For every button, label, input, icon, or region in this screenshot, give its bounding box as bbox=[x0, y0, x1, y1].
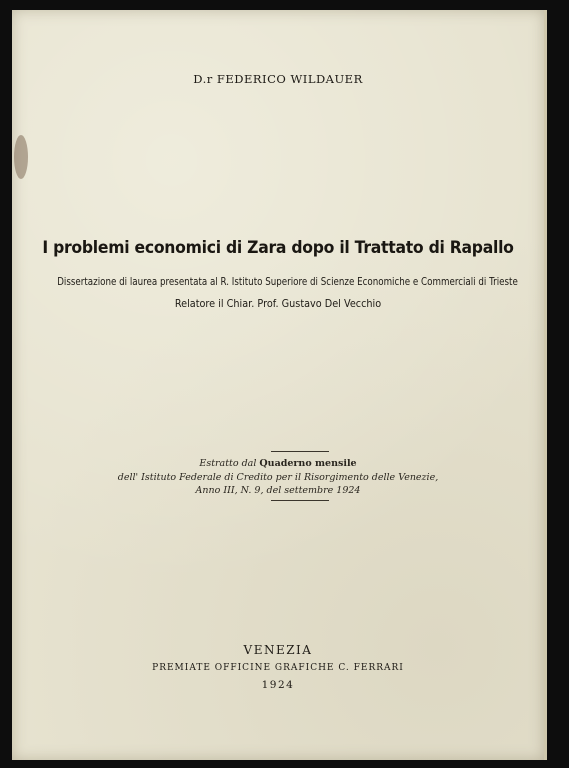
thesis-advisor: Relatore il Chiar. Prof. Gustavo Del Vecchio bbox=[174, 297, 382, 310]
extract-line-3: Anno III, N. 9, del settembre 1924 bbox=[195, 485, 361, 496]
divider-bottom bbox=[271, 500, 329, 501]
extract-line-1 bbox=[12, 458, 544, 469]
journal-name: Quaderno mensile bbox=[259, 458, 357, 469]
author-name: D.r FEDERICO WILDAUER bbox=[193, 72, 363, 86]
book-cover bbox=[12, 10, 547, 760]
book-title: I problemi economici di Zara dopo il Trattato di Rapallo bbox=[42, 238, 514, 258]
extract-prefix: Estratto dal bbox=[199, 458, 260, 469]
divider-top bbox=[271, 451, 329, 452]
imprint-city: VENEZIA bbox=[243, 643, 313, 657]
imprint-year: 1924 bbox=[261, 679, 295, 691]
cover-stain bbox=[14, 135, 28, 179]
book-subtitle: Dissertazione di laurea presentata al R. Istituto Superiore di Scienze Economiche e Commerciali di Trieste bbox=[57, 276, 518, 288]
extract-line-2: dell' Istituto Federale di Credito per il Risorgimento delle Venezie, bbox=[117, 472, 439, 483]
imprint-printer: PREMIATE OFFICINE GRAFICHE C. FERRARI bbox=[152, 663, 404, 673]
